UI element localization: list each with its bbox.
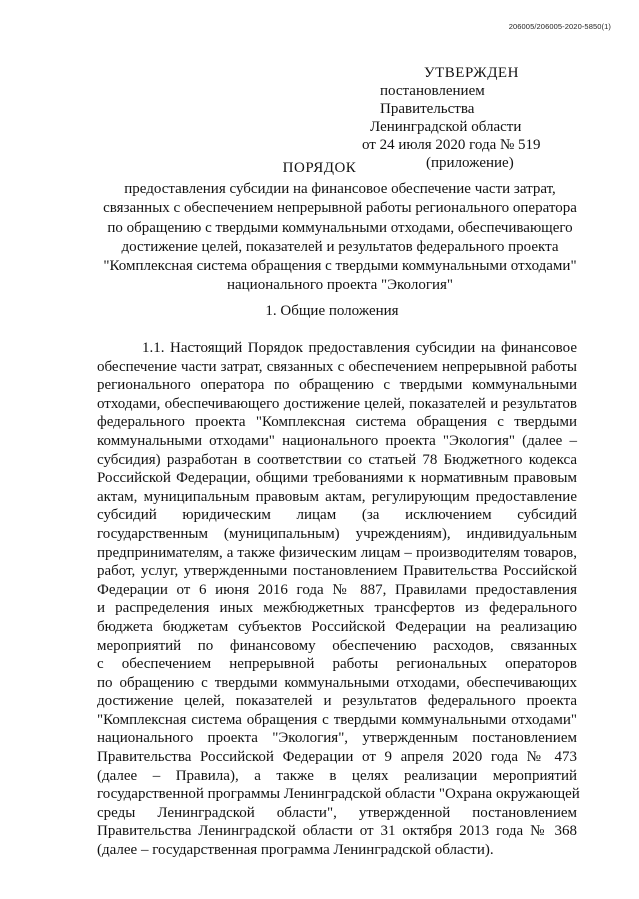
paragraph-line: обеспечение части затрат, связанных с обеспечением непрерывной работы	[97, 358, 577, 375]
approval-line: от 24 июля 2020 года № 519	[362, 137, 541, 153]
paragraph-line: работ, услуг, утвержденными постановлением Правительства Российской	[97, 563, 577, 580]
paragraph-line: отходами, обеспечивающего достижение целей, показателей и результатов	[97, 395, 577, 412]
paragraph-line: 1.1. Настоящий Порядок предоставления субсидии на финансовое	[142, 340, 577, 356]
paragraph-line: Российской Федерации, общими требованиями к нормативным правовым	[97, 470, 577, 487]
paragraph-line: Правительства Российской Федерации от 9 апреля 2020 года № 473	[97, 749, 577, 766]
approval-line: Ленинградской области	[370, 119, 522, 135]
paragraph-line: предпринимателям, а также физическим лицам – производителям товаров,	[97, 544, 577, 561]
paragraph-line: актам, муниципальным правовым актам, регулирующим предоставление	[97, 488, 577, 505]
document-code: 206005/206005-2020-5850(1)	[508, 22, 611, 31]
document-title: ПОРЯДОК	[282, 160, 357, 176]
approval-line: постановлением Правительства	[380, 83, 485, 117]
approval-line: (приложение)	[426, 155, 514, 171]
approval-stamp	[362, 64, 562, 172]
paragraph-line: государственным (муниципальным) учреждениям), индивидуальным	[97, 525, 577, 542]
paragraph-line: регионального оператора по обращению с твердыми коммунальными	[97, 377, 577, 394]
paragraph-line: мероприятий по финансовому обеспечению расходов, связанных	[97, 637, 577, 654]
subtitle-line: предоставления субсидии на финансовое обеспечение части затрат,	[124, 181, 556, 197]
paragraph-line: с обеспечением непрерывной работы региональных операторов	[97, 656, 577, 673]
paragraph-line: национального проекта "Экология", утвержденным постановлением	[97, 730, 577, 747]
section-heading: 1. Общие положения	[265, 303, 399, 319]
paragraph-line: государственной программы Ленинградской области "Охрана окружающей	[97, 786, 580, 803]
paragraph-line: (далее – Правила), а также в целях реализации мероприятий	[97, 767, 577, 784]
document-subtitle	[40, 180, 639, 296]
paragraph-line: субсидий юридическим лицам (за исключением субсидий	[97, 507, 577, 524]
subtitle-line: национального проекта "Экология"	[226, 277, 454, 294]
paragraph-line: (далее – государственная программа Ленинградской области).	[97, 842, 494, 859]
paragraph-line: субсидия) разработан в соответствии со статьей 78 Бюджетного кодекса	[97, 451, 577, 468]
paragraph-line: "Комплексная система обращения с твердыми коммунальными отходами"	[97, 711, 577, 728]
paragraph-line: среды Ленинградской области", утвержденной постановлением	[97, 804, 577, 821]
paragraph-line: бюджета бюджетам субъектов Российской Федерации на реализацию	[97, 618, 577, 635]
approval-heading: УТВЕРЖДЕН	[424, 65, 519, 81]
paragraph-line: и распределения иных межбюджетных трансфертов из федерального	[97, 600, 577, 617]
paragraph-line: федерального проекта "Комплексная система обращения с твердыми	[97, 414, 577, 431]
paragraph-1-1	[97, 339, 580, 860]
subtitle-line: "Комплексная система обращения с твердыми коммунальными отходами"	[103, 258, 577, 275]
subtitle-line: по обращению с твердыми коммунальными отходами, обеспечивающего	[107, 219, 573, 236]
paragraph-line: достижение целей, показателей и результатов федерального проекта	[97, 693, 577, 710]
paragraph-line: Правительства Ленинградской области от 31 октября 2013 года № 368	[97, 823, 577, 840]
paragraph-line: по обращению с твердыми коммунальными отходами, обеспечивающих	[97, 674, 577, 691]
paragraph-line: Федерации от 6 июня 2016 года № 887, Правилами предоставления	[97, 581, 577, 598]
subtitle-line: связанных с обеспечением непрерывной работы регионального оператора	[103, 200, 577, 217]
subtitle-line: достижение целей, показателей и результатов федерального проекта	[121, 238, 559, 255]
paragraph-line: коммунальными отходами" национального проекта "Экология" (далее –	[97, 432, 577, 449]
